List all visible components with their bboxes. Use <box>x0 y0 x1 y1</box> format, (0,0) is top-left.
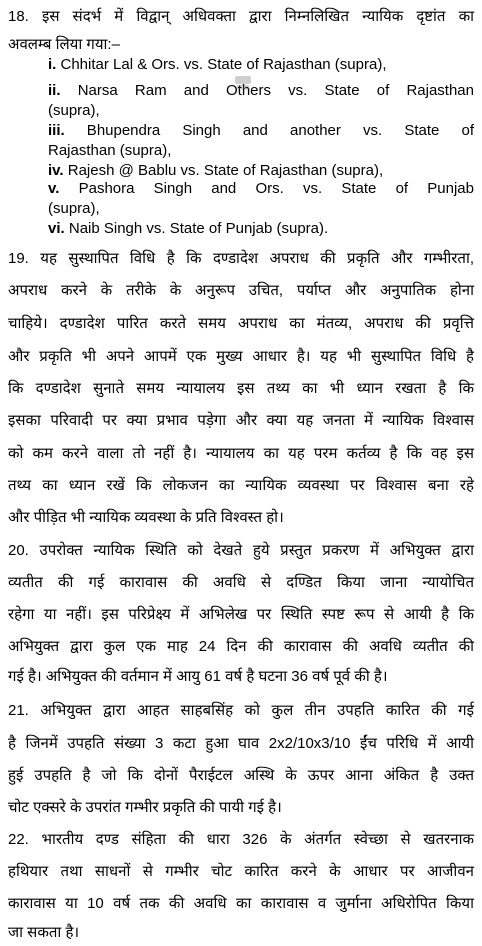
case-2-num: ii. <box>48 82 61 99</box>
case-2-cont: (supra), <box>48 102 100 119</box>
case-4-text: Rajesh @ Bablu vs. State of Rajasthan (supra), <box>63 162 384 179</box>
p19-line-3: चाहिये। दण्डादेश पारित करते समय अपराध का मंतव्य, अपराध की प्रवृत्ति <box>8 315 474 332</box>
p21-line-4: चोट एक्सरे के उपरांत गम्भीर प्रकृति की पायी गई है। <box>8 799 282 816</box>
case-6-num: vi. <box>48 220 65 237</box>
p19-line-7: को कम करने वाला तो नहीं है। न्यायालय का यह परम कर्तव्य है कि वह इस <box>8 445 474 462</box>
p19-line-2: अपराध करने के तरीके के अनुरूप उचित, पर्याप्त और अनुपातिक होना <box>8 282 474 299</box>
p22-line-2: हथियार तथा साधनों से गम्भीर चोट कारित करने के आधार पर आजीवन <box>8 863 474 880</box>
p19-line-5: कि दण्डादेश सुनाते समय न्यायालय इस तथ्य का भी ध्यान रखता है कि <box>8 380 474 397</box>
p19-line-9: और पीड़ित भी न्यायिक व्यवस्था के प्रति विश्वस्त हो। <box>8 509 284 526</box>
case-2 <box>48 80 474 102</box>
p20-line-3: रहेगा या नहीं। इस परिप्रेक्ष्य में अभिलेख पर स्थिति स्पष्ट रूप से आयी है कि <box>8 606 474 623</box>
case-3-text: Bhupendra Singh and another vs. State of <box>64 122 474 139</box>
p21-line-3: हुई उपहति है जो कि दोनों पैराईटल अस्थि के ऊपर आना अंकित है उक्त <box>8 767 474 784</box>
p20-line-1: 20. उपरोक्त न्यायिक स्थिति को देखते हुये प्रस्तुत प्रकरण में अभियुक्त द्वारा <box>8 542 474 559</box>
case-5-text: Pashora Singh and Ors. vs. State of Punjab <box>59 180 474 197</box>
case-5-cont: (supra), <box>48 200 100 217</box>
case-1 <box>48 54 474 76</box>
p20-line-4: अभियुक्त द्वारा कुल एक माह 24 दिन की कारावास की अवधि व्यतीत की <box>8 638 474 655</box>
p22-line-3: कारावास या 10 वर्ष तक की अवधि का कारावास व जुर्माना अधिरोपित किया <box>8 895 474 912</box>
case-5-num: v. <box>48 180 60 197</box>
p21-line-2: है जिनमें उपहति संख्या 3 कटा हुआ घाव 2x2/10x3/10 ईंच परिधि में आयी <box>8 735 474 752</box>
case-1-text: Chhitar Lal & Ors. vs. State of Rajasthan (supra), <box>56 56 387 73</box>
p22-line-4: जा सकता है। <box>8 924 80 941</box>
case-4-num: iv. <box>48 162 64 179</box>
case-3 <box>48 120 474 142</box>
case-5 <box>48 178 474 200</box>
case-3-num: iii. <box>48 122 65 139</box>
p22-line-1: 22. भारतीय दण्ड संहिता की धारा 326 के अंतर्गत स्वेच्छा से खतरनाक <box>8 831 474 848</box>
emblem-watermark-icon <box>232 74 254 92</box>
p19-line-4: और प्रकृति भी अपने आपमें एक मुख्य आधार है। यह भी सुस्थापित विधि है <box>8 348 474 365</box>
p19-line-1: 19. यह सुस्थापित विधि है कि दण्डादेश अपराध की प्रकृति और गम्भीरता, <box>8 250 474 267</box>
p20-line-5: गई है। अभियुक्त की वर्तमान में आयु 61 वर्ष है घटना 36 वर्ष पूर्व की है। <box>8 668 388 685</box>
case-6-text: Naib Singh vs. State of Punjab (supra). <box>64 220 329 237</box>
case-1-num: i. <box>48 56 57 73</box>
p18-line-1: 18. इस संदर्भ में विद्वान् अधिवक्ता द्वारा निम्नलिखित न्यायिक दृष्टांत का <box>8 8 474 25</box>
p19-line-8: तथ्य का ध्यान रखें कि लोकजन का न्यायिक व्यवस्था पर विश्वास बना रहे <box>8 477 474 494</box>
p21-line-1: 21. अभियुक्त द्वारा आहत साहबसिंह को कुल तीन उपहति कारित की गई <box>8 702 474 719</box>
case-3-cont: Rajasthan (supra), <box>48 142 172 159</box>
p20-line-2: व्यतीत की गई कारावास की अवधि से दण्डित किया जाना न्यायोचित <box>8 574 474 591</box>
case-6 <box>48 218 474 240</box>
p18-line-2: अवलम्ब लिया गया:– <box>8 36 120 53</box>
case-2-text: Narsa Ram and Others vs. State of Rajasthan <box>60 82 474 99</box>
p19-line-6: इसका परिवादी पर क्या प्रभाव पड़ेगा और क्या यह जनता में न्यायिक विश्वास <box>8 412 474 429</box>
